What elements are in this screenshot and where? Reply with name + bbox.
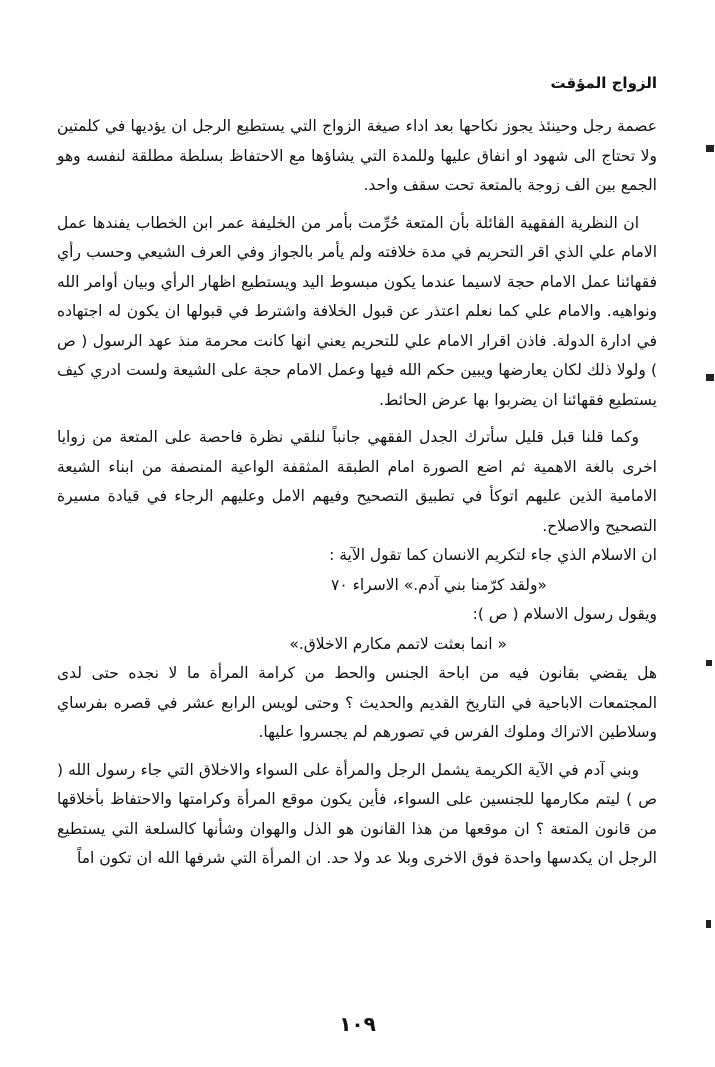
quran-quote: «ولقد كرّمنا بني آدم.» الاسراء ٧٠ (331, 575, 547, 594)
margin-mark (706, 660, 712, 666)
paragraph-4: ويقول رسول الاسلام ( ص ): (472, 605, 657, 623)
body-text (57, 112, 657, 882)
page-number: ١٠٩ (339, 1012, 376, 1036)
paragraph-5: هل يقضي بقانون فيه من اباحة الجنس والحط من كرامة المرأة ما لا نجده حتى لدى المجتمعات الاباحية في التاريخ القديم والحديث ؟ وحتى لويس الرابع عشر في قصره بفرساي وسلاطين الاتراك وملوك الفرس في تصورهم لم يجسروا عليها. (57, 664, 657, 741)
hadith-quote: « انما بعثت لاتمم مكارم الاخلاق.» (289, 634, 507, 653)
paragraph-1: عصمة رجل وحينئذ يجوز نكاحها بعد اداء صيغة الزواج التي يستطيع الرجل ان يؤديها في كلمتين ولا تحتاج الى شهود او انفاق عليها وللمدة التي يشاؤها مع الاحتفاظ بسلطة مطلقة لنفسه وهو الجمع بين الف زوجة بالمتعة تحت سقف واحد. (57, 117, 657, 194)
margin-mark (706, 374, 714, 381)
margin-mark (706, 920, 711, 928)
paragraph-2: ان النظرية الفقهية القائلة بأن المتعة حُرِّمت بأمر من الخليفة عمر ابن الخطاب يفندها عمل الامام علي الذي اقر التحريم في مدة خلافته ولم يأمر بالجواز وفي العرف الشيعي وحسب رأي فقهائنا عمل الامام حجة لاسيما عندما يكون مبسوط اليد ويستطيع اظهار الرأي وبيان أوامر الله ونواهيه. والامام علي كما نعلم اعتذر عن قبول الخلافة واشترط في قبولها ان يكون له اجتهاده في ادارة الدولة. فاذن اقرار الامام علي للتحريم يعني انها كانت محرمة منذ عهد الرسول ( ص ) ولولا ذلك لكان يعارضها ويبين حكم الله فيها وعمل الامام حجة على الشيعة ولست ادري كيف يستطيع فقهائنا ان يضربوا بها عرض الحائط. (57, 213, 657, 409)
paragraph-3: وكما قلنا قبل قليل سأترك الجدل الفقهي جانباً لنلقي نظرة فاحصة على المتعة من زوايا اخرى بالغة الاهمية ثم اضع الصورة امام الطبقة المثقفة الواعية المنصفة من ابناء الشيعة الامامية الذين عليهم اتوكأ في تطبيق التصحيح وفيهم الامل وعليهم الرجاء في قيادة مسيرة التصحيح والاصلاح. (57, 428, 657, 535)
paragraph-3-continuation: ان الاسلام الذي جاء لتكريم الانسان كما تقول الآية : (329, 546, 657, 564)
running-header: الزواج المؤقت (550, 74, 657, 92)
margin-mark (706, 145, 714, 152)
paragraph-6: وبني آدم في الآية الكريمة يشمل الرجل والمرأة على السواء والاخلاق التي جاء رسول الله ( ص ) ليتم مكارمها للجنسين على السواء، فأين يكون موقع المرأة وكرامتها والاحتفاظ بأخلاقها من قانون المتعة ؟ ان موقعها من هذا القانون هو الذل والهوان وشأنها كالسلعة التي يستطيع الرجل ان يكدسها واحدة فوق الاخرى وبلا عد ولا حد. ان المرأة التي شرفها الله ان تكون اماً (57, 760, 657, 867)
